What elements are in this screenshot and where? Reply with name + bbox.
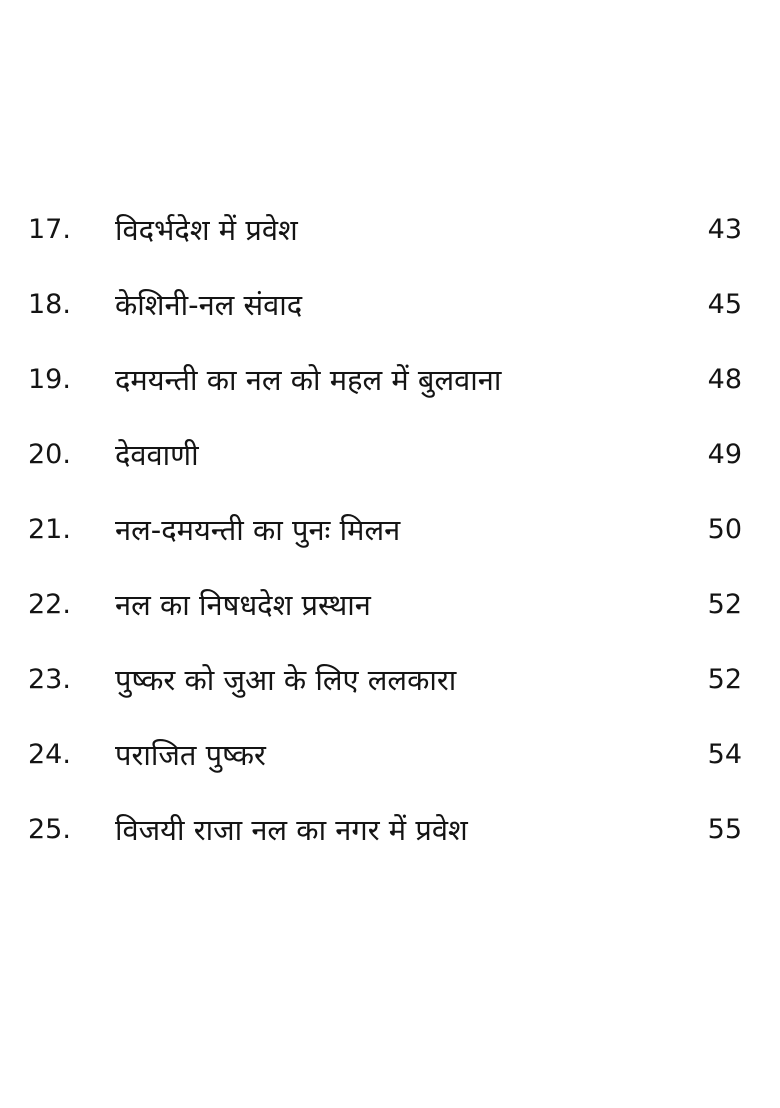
toc-entry-page: 52 bbox=[707, 664, 742, 695]
toc-entry bbox=[0, 355, 780, 430]
toc-entry bbox=[0, 580, 780, 655]
toc-entry-number: 20. bbox=[28, 439, 71, 470]
toc-entry-page: 55 bbox=[707, 814, 742, 845]
toc-entry-number: 25. bbox=[28, 814, 71, 845]
toc-entry bbox=[0, 205, 780, 280]
toc-entry-number: 21. bbox=[28, 514, 71, 545]
toc-entry-page: 52 bbox=[707, 589, 742, 620]
toc-entry bbox=[0, 805, 780, 880]
toc-entry-title: विजयी राजा नल का नगर में प्रवेश bbox=[115, 813, 468, 847]
toc-entry bbox=[0, 505, 780, 580]
toc-entry bbox=[0, 430, 780, 505]
toc-entry bbox=[0, 280, 780, 355]
toc-entry-title: दमयन्ती का नल को महल में बुलवाना bbox=[115, 363, 502, 397]
toc-entry-title: देववाणी bbox=[115, 438, 199, 472]
table-of-contents bbox=[0, 205, 780, 880]
toc-entry-title: केशिनी-नल संवाद bbox=[115, 288, 303, 322]
toc-entry-page: 43 bbox=[707, 214, 742, 245]
toc-entry-number: 24. bbox=[28, 739, 71, 770]
toc-entry-page: 50 bbox=[707, 514, 742, 545]
toc-entry-number: 23. bbox=[28, 664, 71, 695]
toc-entry-number: 18. bbox=[28, 289, 71, 320]
toc-entry-title: पुष्कर को जुआ के लिए ललकारा bbox=[115, 663, 457, 697]
toc-entry-page: 48 bbox=[707, 364, 742, 395]
toc-entry-title: विदर्भदेश में प्रवेश bbox=[115, 213, 298, 247]
toc-entry-number: 22. bbox=[28, 589, 71, 620]
toc-entry-page: 49 bbox=[707, 439, 742, 470]
toc-entry bbox=[0, 730, 780, 805]
toc-entry-page: 45 bbox=[707, 289, 742, 320]
toc-entry-number: 17. bbox=[28, 214, 71, 245]
toc-entry-title: नल का निषधदेश प्रस्थान bbox=[115, 588, 371, 622]
toc-entry-number: 19. bbox=[28, 364, 71, 395]
toc-entry bbox=[0, 655, 780, 730]
toc-entry-title: नल-दमयन्ती का पुनः मिलन bbox=[115, 513, 401, 547]
toc-entry-page: 54 bbox=[707, 739, 742, 770]
toc-entry-title: पराजित पुष्कर bbox=[115, 738, 266, 772]
